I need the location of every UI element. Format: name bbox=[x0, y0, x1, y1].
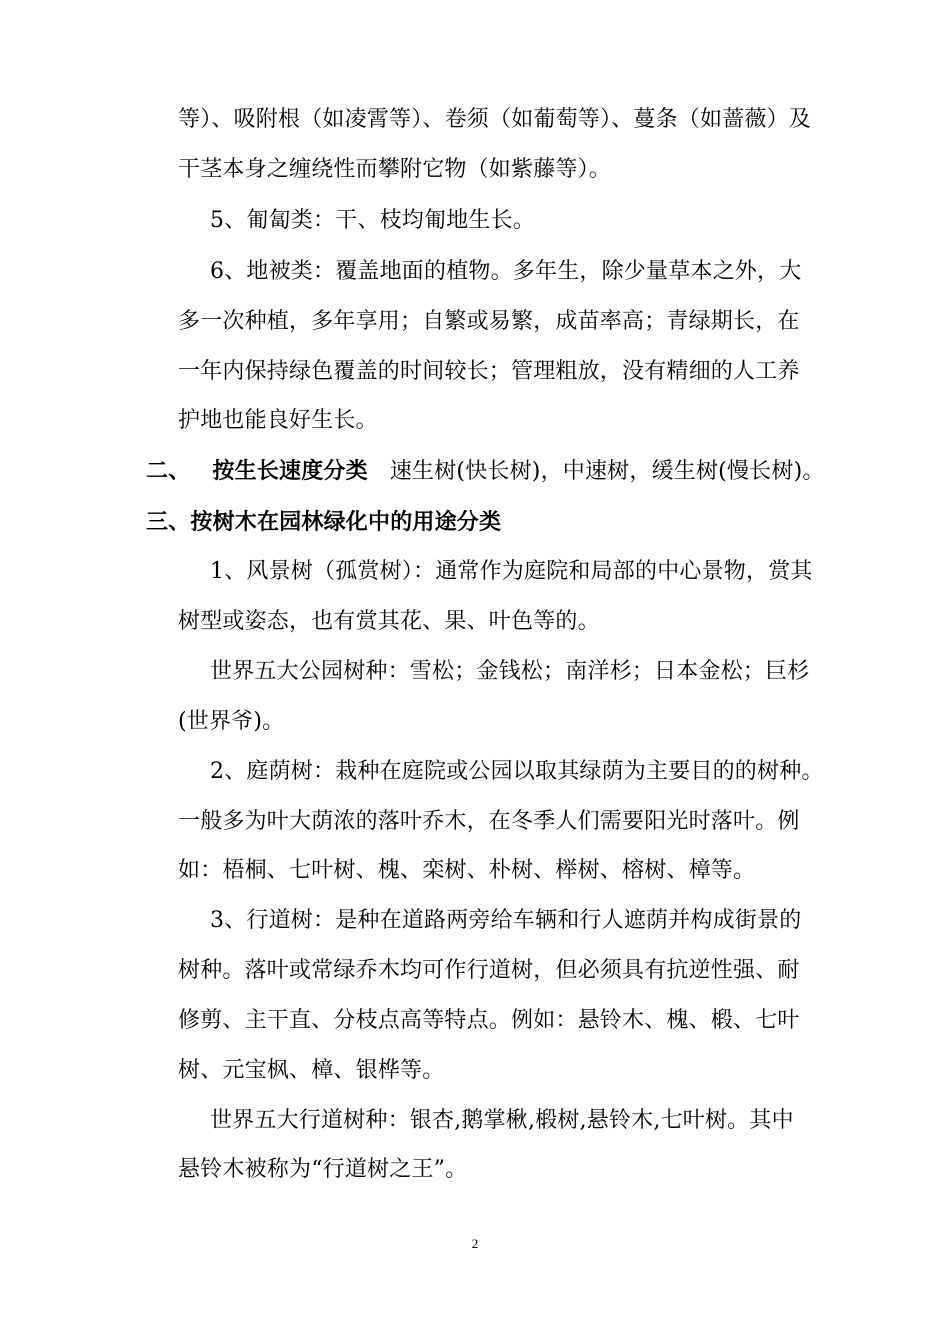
section-3-heading: 三、按树木在园林绿化中的用途分类 bbox=[146, 509, 502, 535]
page-number: 2 bbox=[471, 1236, 479, 1251]
text-line-20: 悬铃木被称为“行道树之王”。 bbox=[178, 1157, 468, 1182]
section-2-heading-line bbox=[146, 456, 825, 487]
text-line-6: 一年内保持绿色覆盖的时间较长；管理粗放，没有精细的人工养 bbox=[178, 359, 800, 384]
text-line-8: 1、风景树（孤赏树）：通常作为庭院和局部的中心景物，赏其 bbox=[210, 559, 813, 584]
text-line-4: 6、地被类：覆盖地面的植物。多年生，除少量草本之外，大 bbox=[210, 259, 802, 284]
text-line-18: 树、元宝枫、樟、银桦等。 bbox=[178, 1058, 445, 1083]
text-line-17: 修剪、主干直、分枝点高等特点。例如：悬铃木、槐、椴、七叶 bbox=[178, 1008, 800, 1033]
text-line-2: 干茎本身之缠绕性而攀附它物（如紫藤等）。 bbox=[178, 157, 612, 182]
text-line-9: 树型或姿态，也有赏其花、果、叶色等的。 bbox=[178, 609, 600, 634]
text-line-16: 树种。落叶或常绿乔木均可作行道树，但必须具有抗逆性强、耐 bbox=[178, 958, 800, 983]
text-line-19: 世界五大行道树种：银杏,鹅掌楸,椴树,悬铃木,七叶树。其中 bbox=[210, 1108, 794, 1133]
text-line-7: 护地也能良好生长。 bbox=[178, 408, 378, 433]
text-line-1: 等）、吸附根（如凌霄等）、卷须（如葡萄等）、蔓条（如蔷薇）及 bbox=[178, 107, 812, 132]
text-line-10: 世界五大公园树种：雪松；金钱松；南洋杉；日本金松；巨杉 bbox=[210, 659, 810, 684]
text-line-3: 5、匍匐类：干、枝均匍地生长。 bbox=[210, 208, 535, 233]
section-2-title: 按生长速度分类 bbox=[212, 458, 368, 484]
text-line-12: 2、庭荫树：栽种在庭院或公园以取其绿荫为主要目的的树种。 bbox=[210, 759, 824, 784]
text-line-11: (世界爷)。 bbox=[178, 709, 285, 734]
section-2-text: 速生树(快长树)，中速树，缓生树(慢长树)。 bbox=[389, 459, 825, 484]
section-2-number: 二、 bbox=[146, 458, 191, 484]
text-line-5: 多一次种植，多年享用；自繁或易繁，成苗率高；青绿期长，在 bbox=[178, 309, 800, 334]
text-line-15: 3、行道树：是种在道路两旁给车辆和行人遮荫并构成街景的 bbox=[210, 908, 802, 933]
text-line-13: 一般多为叶大荫浓的落叶乔木，在冬季人们需要阳光时落叶。例 bbox=[178, 809, 800, 834]
text-line-14: 如：梧桐、七叶树、槐、栾树、朴树、榉树、榕树、樟等。 bbox=[178, 858, 756, 883]
